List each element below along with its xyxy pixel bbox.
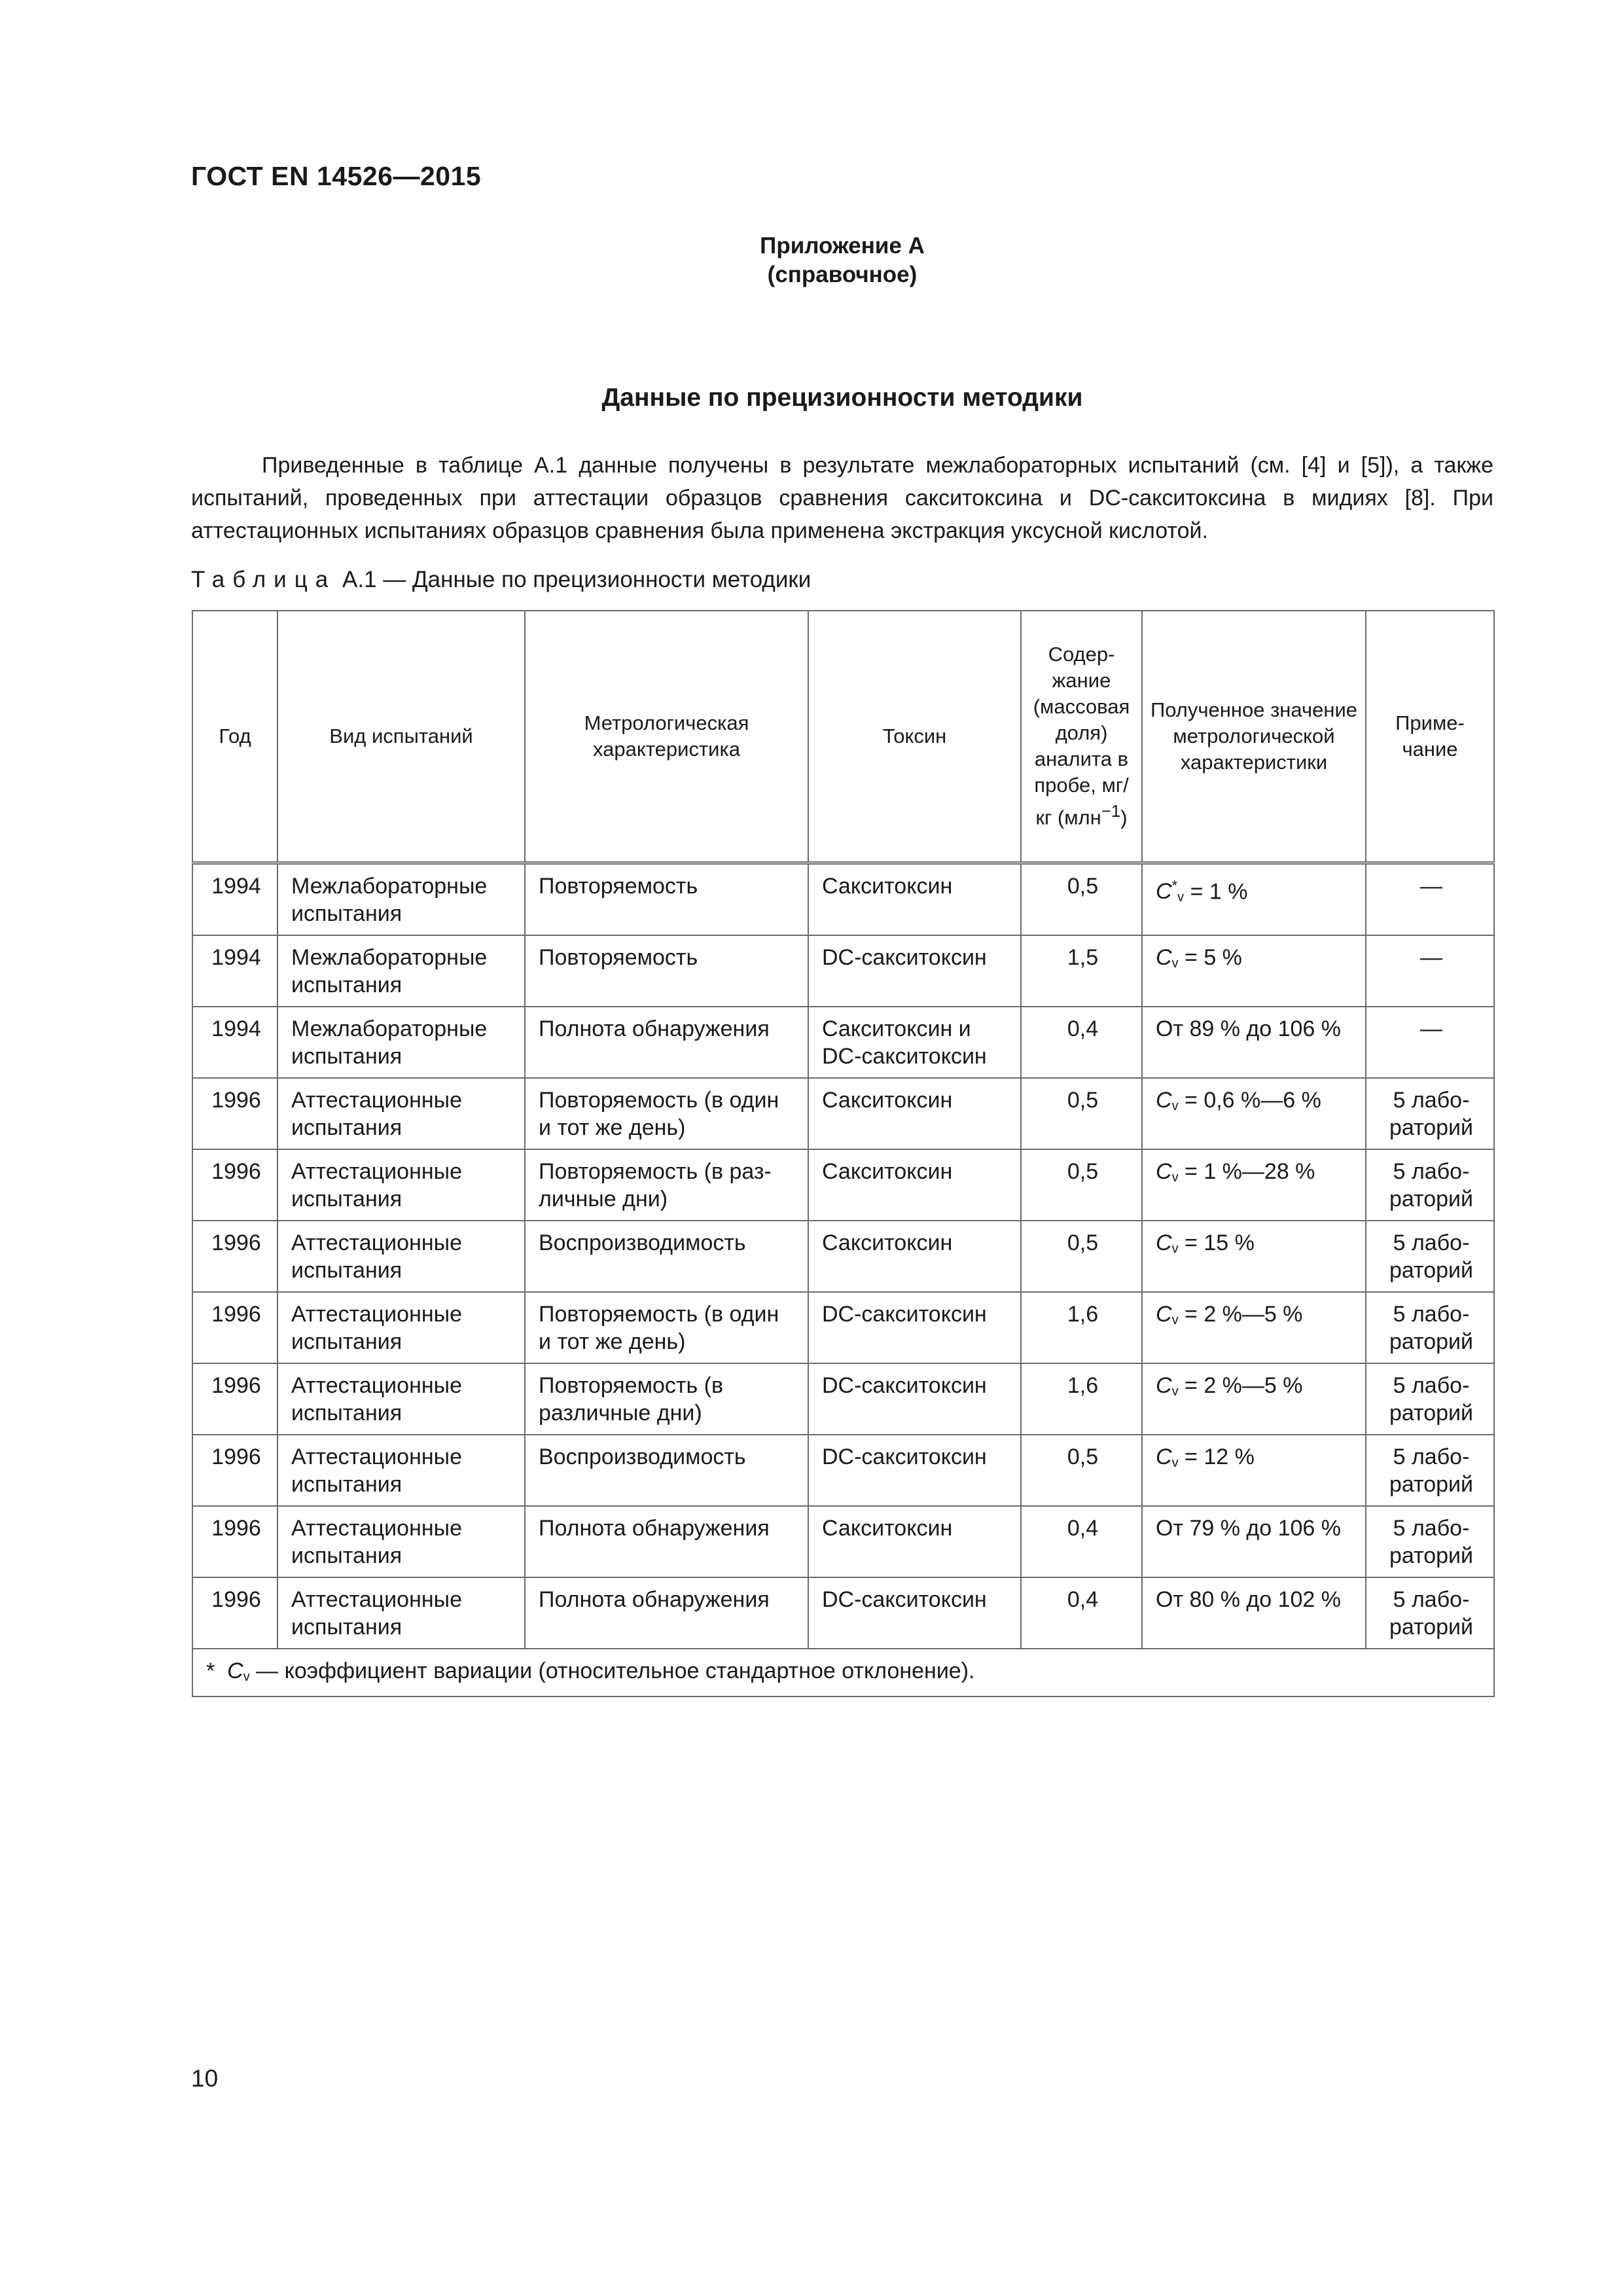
cell-note: 5 лабо-раторий bbox=[1366, 1435, 1494, 1506]
annex-title: Приложение А bbox=[760, 233, 925, 259]
cell-value-text: От 89 % до 106 % bbox=[1156, 1016, 1342, 1041]
cell-year: 1996 bbox=[192, 1363, 277, 1435]
cell-note: — bbox=[1366, 935, 1494, 1007]
table-footnote-row bbox=[192, 1649, 1494, 1696]
cell-year: 1996 bbox=[192, 1149, 277, 1221]
cell-year: 1996 bbox=[192, 1577, 277, 1649]
cv-symbol: $C_v$ bbox=[1156, 1088, 1179, 1113]
cell-value-text: = 12 % bbox=[1185, 1444, 1255, 1469]
cell-value bbox=[1142, 1149, 1366, 1221]
table-header-row bbox=[192, 611, 1494, 863]
header-content-close: ) bbox=[1120, 806, 1128, 829]
cell-toxin: DC-сакситоксин bbox=[808, 1363, 1021, 1435]
cell-test-type: Аттестационные испытания bbox=[277, 1506, 525, 1577]
cell-characteristic: Воспроизводимость bbox=[525, 1435, 808, 1506]
cell-content: 1,6 bbox=[1021, 1292, 1142, 1363]
cell-test-type: Аттестационные испытания bbox=[277, 1078, 525, 1149]
cell-toxin: DC-сакситоксин bbox=[808, 1292, 1021, 1363]
cell-content: 0,4 bbox=[1021, 1506, 1142, 1577]
header-content-main: Содер-жание (массовая доля) аналита в пробе, мг/кг (млн bbox=[1033, 643, 1130, 829]
header-toxin: Токсин bbox=[808, 611, 1021, 863]
table-row bbox=[192, 1577, 1494, 1649]
footnote-cv-symbol: $C_v$ bbox=[227, 1659, 250, 1684]
header-characteristic: Метрологическая характеристика bbox=[525, 611, 808, 863]
cell-test-type: Аттестационные испытания bbox=[277, 1149, 525, 1221]
cell-note: — bbox=[1366, 1007, 1494, 1078]
section-title: Данные по прецизионности методики bbox=[601, 384, 1083, 412]
cell-content: 0,5 bbox=[1021, 1149, 1142, 1221]
cell-test-type: Аттестационные испытания bbox=[277, 1435, 525, 1506]
header-content bbox=[1021, 611, 1142, 863]
cell-note: — bbox=[1366, 863, 1494, 936]
cell-toxin: Сакситоксин bbox=[808, 1078, 1021, 1149]
cell-value bbox=[1142, 1078, 1366, 1149]
cell-content: 1,6 bbox=[1021, 1363, 1142, 1435]
footnote-text: — коэффициент вариации (относительное стандартное отклонение). bbox=[256, 1659, 975, 1683]
table-caption-text: А.1 — Данные по прецизионности методики bbox=[342, 567, 812, 592]
cell-content: 1,5 bbox=[1021, 935, 1142, 1007]
header-year: Год bbox=[192, 611, 277, 863]
table-caption bbox=[191, 567, 811, 593]
cell-characteristic: Повторяемость (в один и тот же день) bbox=[525, 1078, 808, 1149]
cell-toxin: Сакситоксин bbox=[808, 1221, 1021, 1292]
cell-value bbox=[1142, 1577, 1366, 1649]
cell-test-type: Аттестационные испытания bbox=[277, 1363, 525, 1435]
cv-symbol: $C_v$ bbox=[1156, 1159, 1179, 1185]
cell-value-text: От 80 % до 102 % bbox=[1156, 1587, 1342, 1612]
table-row bbox=[192, 1078, 1494, 1149]
cell-content: 0,5 bbox=[1021, 1221, 1142, 1292]
cell-characteristic: Повторяемость (в различные дни) bbox=[525, 1363, 808, 1435]
cell-value-text: = 2 %—5 % bbox=[1185, 1373, 1303, 1398]
table-row bbox=[192, 1363, 1494, 1435]
annex-note: (справочное) bbox=[767, 262, 918, 287]
cell-toxin: Сакситоксин bbox=[808, 863, 1021, 936]
cell-value bbox=[1142, 1435, 1366, 1506]
cv-symbol: $C_v$ bbox=[1156, 1302, 1179, 1327]
header-note: Приме-чание bbox=[1366, 611, 1494, 863]
cell-value-text: = 1 % bbox=[1190, 879, 1248, 905]
precision-table bbox=[192, 610, 1495, 1697]
header-content-exp: −1 bbox=[1101, 802, 1121, 821]
table-body bbox=[192, 863, 1494, 1649]
table-footnote bbox=[192, 1649, 1494, 1696]
table-row bbox=[192, 1435, 1494, 1506]
cell-test-type: Аттестационные испытания bbox=[277, 1577, 525, 1649]
cell-toxin: Сакситоксин и DC-сакситоксин bbox=[808, 1007, 1021, 1078]
cell-value-text: = 5 % bbox=[1185, 945, 1242, 970]
cell-toxin: DC-сакситоксин bbox=[808, 1577, 1021, 1649]
table-row bbox=[192, 1007, 1494, 1078]
cell-value bbox=[1142, 935, 1366, 1007]
cell-characteristic: Воспроизводимость bbox=[525, 1221, 808, 1292]
cell-toxin: DC-сакситоксин bbox=[808, 1435, 1021, 1506]
cell-note: 5 лабо-раторий bbox=[1366, 1078, 1494, 1149]
cv-symbol: $C_v$ bbox=[1156, 945, 1179, 971]
cell-year: 1994 bbox=[192, 1007, 277, 1078]
header-test-type: Вид испытаний bbox=[277, 611, 525, 863]
cell-note: 5 лабо-раторий bbox=[1366, 1506, 1494, 1577]
cv-symbol: $C_v$ bbox=[1156, 1230, 1179, 1256]
table-row bbox=[192, 1506, 1494, 1577]
cell-characteristic: Повторяемость bbox=[525, 935, 808, 1007]
cell-value-text: = 0,6 %—6 % bbox=[1185, 1088, 1321, 1113]
intro-paragraph: Приведенные в таблице А.1 данные получены в результате межлабораторных испытаний (см. [4] и [5]), а также испытаний, проведенных при аттестации образцов сравнения сакситоксина и DC-сакситоксина в мидиях [8]. При аттестационных испытаниях образцов сравнения была применена экстракция уксусной кислотой. bbox=[191, 453, 1493, 543]
cell-toxin: DC-сакситоксин bbox=[808, 935, 1021, 1007]
cell-value bbox=[1142, 1506, 1366, 1577]
cell-year: 1996 bbox=[192, 1292, 277, 1363]
cv-symbol: $C^*_v$ bbox=[1156, 878, 1185, 905]
cell-note: 5 лабо-раторий bbox=[1366, 1363, 1494, 1435]
cell-characteristic: Повторяемость (в раз-личные дни) bbox=[525, 1149, 808, 1221]
cell-content: 0,4 bbox=[1021, 1007, 1142, 1078]
cell-year: 1994 bbox=[192, 863, 277, 936]
cell-value bbox=[1142, 1292, 1366, 1363]
cell-test-type: Межлабораторные испытания bbox=[277, 1007, 525, 1078]
cell-content: 0,4 bbox=[1021, 1577, 1142, 1649]
cell-characteristic: Полнота обнаружения bbox=[525, 1577, 808, 1649]
cell-value-text: = 2 %—5 % bbox=[1185, 1302, 1303, 1327]
cell-value bbox=[1142, 1363, 1366, 1435]
table-row bbox=[192, 1221, 1494, 1292]
cell-toxin: Сакситоксин bbox=[808, 1149, 1021, 1221]
cell-value-text: = 15 % bbox=[1185, 1230, 1255, 1255]
cell-year: 1996 bbox=[192, 1221, 277, 1292]
cell-toxin: Сакситоксин bbox=[808, 1506, 1021, 1577]
cell-characteristic: Полнота обнаружения bbox=[525, 1506, 808, 1577]
cell-content: 0,5 bbox=[1021, 1078, 1142, 1149]
cell-value bbox=[1142, 1007, 1366, 1078]
cell-value bbox=[1142, 1221, 1366, 1292]
cell-test-type: Межлабораторные испытания bbox=[277, 935, 525, 1007]
cell-content: 0,5 bbox=[1021, 1435, 1142, 1506]
cell-characteristic: Полнота обнаружения bbox=[525, 1007, 808, 1078]
cell-characteristic: Повторяемость (в один и тот же день) bbox=[525, 1292, 808, 1363]
cell-year: 1994 bbox=[192, 935, 277, 1007]
cell-year: 1996 bbox=[192, 1078, 277, 1149]
page-number: 10 bbox=[191, 2065, 219, 2092]
cell-year: 1996 bbox=[192, 1506, 277, 1577]
cell-note: 5 лабо-раторий bbox=[1366, 1577, 1494, 1649]
table-row bbox=[192, 863, 1494, 936]
cell-year: 1996 bbox=[192, 1435, 277, 1506]
cv-symbol: $C_v$ bbox=[1156, 1444, 1179, 1470]
cell-test-type: Межлабораторные испытания bbox=[277, 863, 525, 936]
cell-characteristic: Повторяемость bbox=[525, 863, 808, 936]
table-row bbox=[192, 1149, 1494, 1221]
cell-value-text: = 1 %—28 % bbox=[1185, 1159, 1315, 1184]
cell-note: 5 лабо-раторий bbox=[1366, 1149, 1494, 1221]
cell-test-type: Аттестационные испытания bbox=[277, 1292, 525, 1363]
cell-note: 5 лабо-раторий bbox=[1366, 1292, 1494, 1363]
table-row bbox=[192, 935, 1494, 1007]
table-caption-label: Таблица bbox=[191, 567, 336, 592]
header-value: Полученное значение метрологической характеристики bbox=[1142, 611, 1366, 863]
cell-value bbox=[1142, 863, 1366, 936]
footnote-marker: * bbox=[206, 1659, 215, 1683]
cell-note: 5 лабо-раторий bbox=[1366, 1221, 1494, 1292]
document-id: ГОСТ EN 14526—2015 bbox=[191, 161, 482, 191]
cell-test-type: Аттестационные испытания bbox=[277, 1221, 525, 1292]
cv-symbol: $C_v$ bbox=[1156, 1373, 1179, 1399]
table-row bbox=[192, 1292, 1494, 1363]
cell-value-text: От 79 % до 106 % bbox=[1156, 1516, 1342, 1541]
cell-content: 0,5 bbox=[1021, 863, 1142, 936]
